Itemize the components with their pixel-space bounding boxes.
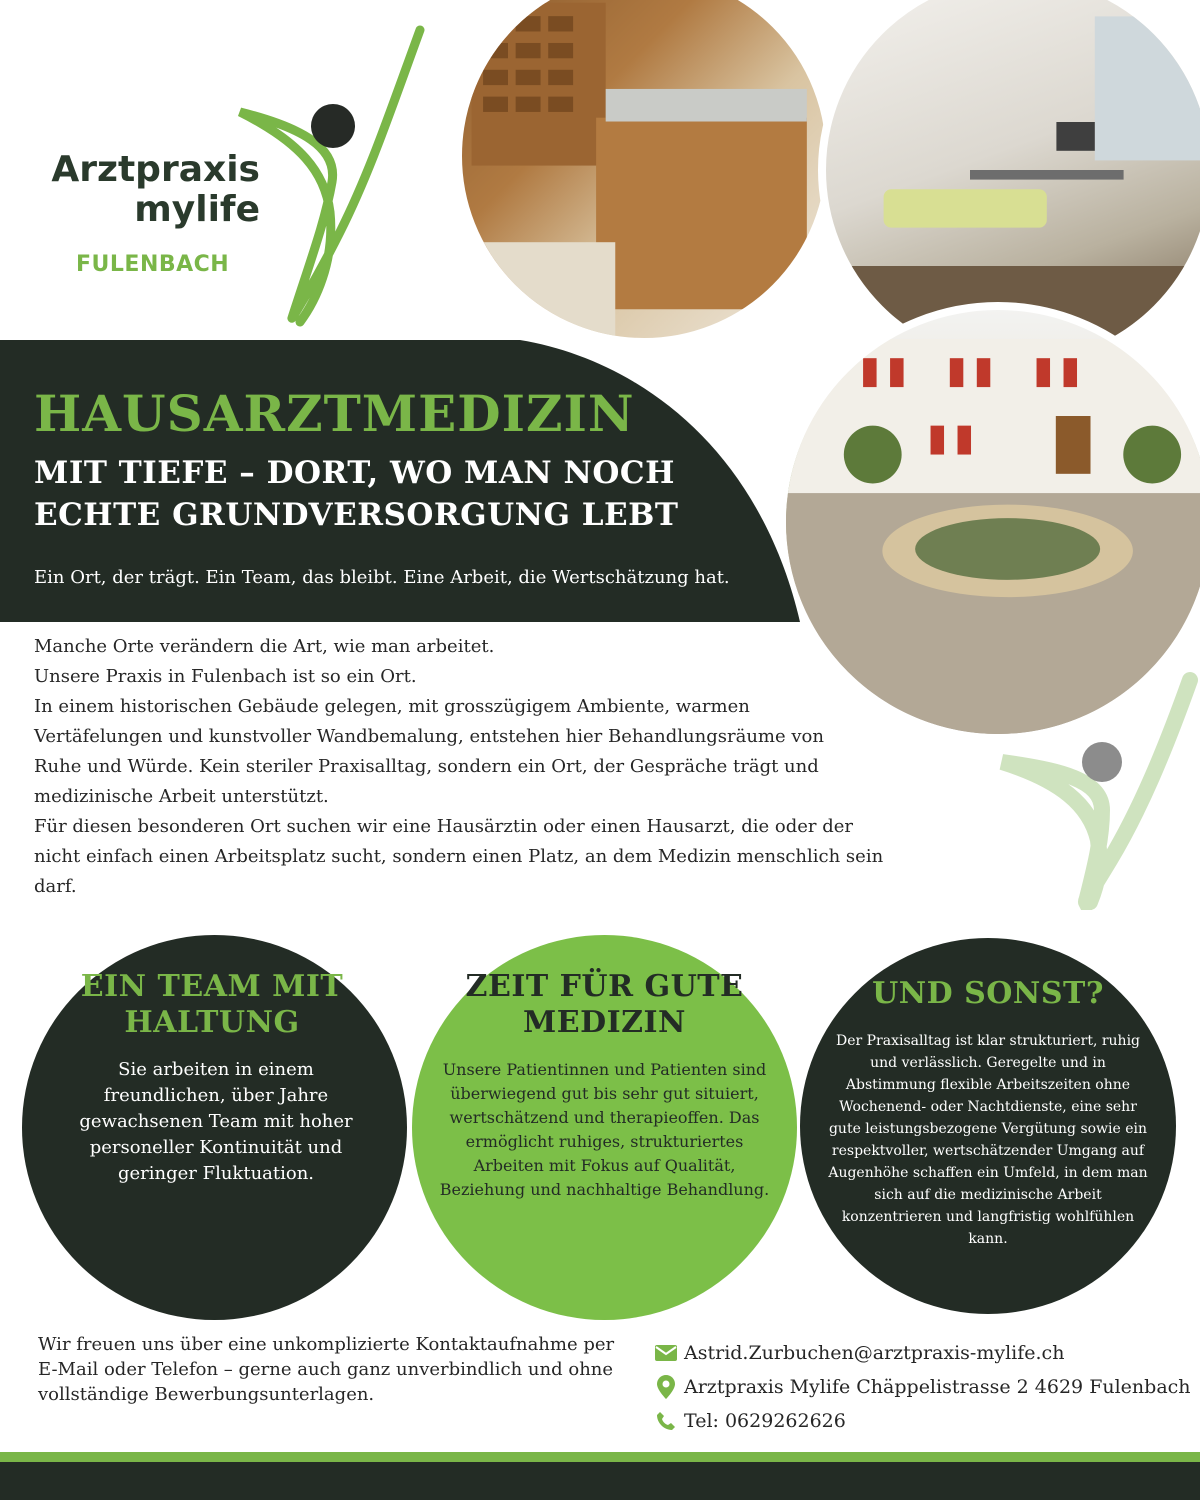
circle-sonst bbox=[800, 938, 1176, 1314]
phone-icon bbox=[654, 1409, 678, 1433]
headline: HAUSARZTMEDIZIN bbox=[34, 384, 635, 443]
intro-line: Manche Orte verändern die Art, wie man arbeitet. bbox=[34, 636, 495, 657]
logo-title: Arztpraxis mylife bbox=[51, 149, 260, 230]
circle-team-text: Sie arbeiten in einem freundlichen, über Jahre gewachsenen Team mit hoher personeller Kontinuität und geringer Fluktuation. bbox=[79, 1059, 353, 1184]
photo-reception-desk bbox=[454, 0, 834, 346]
contact-phone-row[interactable] bbox=[654, 1404, 1191, 1438]
circle-sonst-text: Der Praxisalltag ist klar strukturiert, ruhig und verlässlich. Geregelte und in Abstimmung flexible Arbeitszeiten ohne Wochenend- oder Nachtdienste, eine sehr gute leistungsbezogene Vergütung sowie ein respektvoller, wertschätzender Umgang auf Augenhöhe schaffen ein Umfeld, in dem man sich auf die medizinische Arbeit konzentrieren und langfristig wohlfühlen kann. bbox=[828, 1033, 1148, 1247]
figure-decoration-icon bbox=[990, 670, 1200, 910]
footer-stripe-dark bbox=[0, 1462, 1200, 1500]
contact-list bbox=[654, 1336, 1191, 1438]
intro-text bbox=[34, 632, 884, 902]
contact-email[interactable]: Astrid.Zurbuchen@arztpraxis-mylife.ch bbox=[684, 1342, 1065, 1364]
tagline: Ein Ort, der trägt. Ein Team, das bleibt. Eine Arbeit, die Wertschätzung hat. bbox=[34, 567, 730, 588]
circle-zeit-text: Unsere Patientinnen und Patienten sind überwiegend gut bis sehr gut situiert, wertschätzend und therapieoffen. Das ermöglicht ruhiges, strukturiertes Arbeiten mit Fokus auf Qualität, Beziehung und nachhaltige Behandlung. bbox=[439, 1060, 770, 1199]
contact-address-row bbox=[654, 1370, 1191, 1404]
logo bbox=[0, 0, 460, 340]
logo-figure-icon bbox=[220, 22, 450, 332]
circle-team-title: EIN TEAM MIT HALTUNG bbox=[80, 969, 344, 1040]
intro-line: In einem historischen Gebäude gelegen, mit grosszügigem Ambiente, warmen Vertäfelungen und kunstvoller Wandbemalung, entstehen hier Behandlungsräume von Ruhe und Würde. Kein steriler Praxisalltag, sondern ein Ort, der Gespräche trägt und medizinische Arbeit unterstützt. bbox=[34, 696, 824, 807]
contact-address: Arztpraxis Mylife Chäppelistrasse 2 4629 Fulenbach bbox=[684, 1376, 1191, 1398]
logo-subtitle: FULENBACH bbox=[76, 252, 230, 277]
contact-invitation: Wir freuen uns über eine unkomplizierte Kontaktaufnahme per E-Mail oder Telefon – gerne auch ganz unverbindlich und ohne vollständige Bewerbungsunterlagen. bbox=[38, 1334, 615, 1405]
intro-line: Für diesen besonderen Ort suchen wir eine Hausärztin oder einen Hausarzt, die oder der nicht einfach einen Arbeitsplatz sucht, sondern einen Platz, an dem Medizin menschlich sein darf. bbox=[34, 816, 884, 897]
circle-zeit bbox=[412, 935, 797, 1320]
envelope-icon bbox=[654, 1341, 678, 1365]
circle-zeit-title: ZEIT FÜR GUTE MEDIZIN bbox=[465, 969, 744, 1040]
intro-line: Unsere Praxis in Fulenbach ist so ein Ort. bbox=[34, 666, 417, 687]
footer-stripe-green bbox=[0, 1452, 1200, 1462]
circle-sonst-title: UND SONST? bbox=[872, 976, 1104, 1011]
contact-phone[interactable]: Tel: 0629262626 bbox=[684, 1410, 846, 1432]
subheadline: MIT TIEFE – DORT, WO MAN NOCH ECHTE GRUNDVERSORGUNG LEBT bbox=[34, 455, 679, 533]
location-pin-icon bbox=[654, 1375, 678, 1399]
contact-email-row[interactable] bbox=[654, 1336, 1191, 1370]
circle-team bbox=[22, 935, 407, 1320]
